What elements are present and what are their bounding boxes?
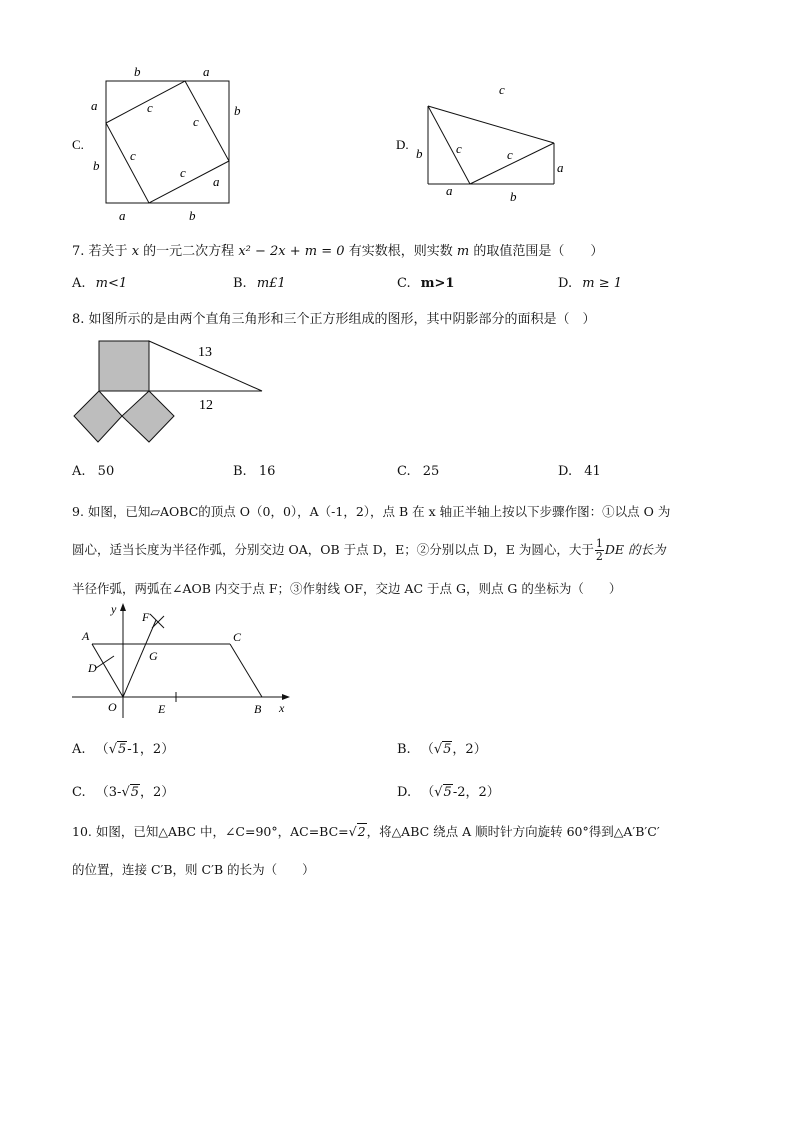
- q9-fig-G: G: [149, 649, 158, 663]
- q8-label-12: 12: [199, 398, 213, 413]
- q9-fig-x: x: [279, 701, 285, 715]
- figure-q8-svg: [70, 336, 270, 448]
- fig-d-label: D.: [396, 137, 409, 152]
- fig-c-bottom-b: b: [189, 208, 196, 223]
- q9-option-c-pre: （3-: [95, 785, 122, 800]
- q9-fraction: [595, 538, 604, 563]
- q9-line2-b: DE 的长为: [604, 542, 666, 557]
- q7-equation: x² − 2x + m = 0: [238, 244, 345, 259]
- q8-option-a-text: 50: [97, 464, 115, 479]
- q9-fig-D: D: [88, 661, 97, 675]
- q9-option-c-key: C.: [72, 785, 86, 800]
- q9-frac-den: 2: [595, 550, 603, 563]
- q9-option-a-rad: 5: [117, 742, 127, 757]
- q7-option-a[interactable]: [72, 276, 127, 291]
- q10-line1: [72, 822, 660, 840]
- fig-c-top-a: a: [203, 64, 210, 79]
- q9-option-b-rad: 5: [443, 742, 452, 757]
- q9-fig-C: C: [233, 630, 242, 644]
- q7-option-b-key: B.: [233, 276, 247, 291]
- q9-option-d-sqrt: √5: [434, 785, 452, 800]
- fig-d-left-b: b: [416, 146, 423, 161]
- q9-option-a[interactable]: [72, 738, 174, 757]
- fig-d-c2: c: [507, 147, 513, 162]
- figure-q9-svg: [68, 600, 298, 720]
- fig-c-label: C.: [72, 137, 84, 152]
- q8-stem: 8. 如图所示的是由两个直角三角形和三个正方形组成的图形，其中阴影部分的面积是（ ）: [72, 312, 596, 327]
- q7-option-b[interactable]: [233, 276, 286, 291]
- q8-option-d-key: D.: [558, 464, 573, 479]
- q9-line2-a: 圆心，适当长度为半径作弧，分别交边 OA，OB 于点 D，E；②分别以点 D，E 为圆心，大于: [72, 542, 594, 557]
- fig-c-left-b: b: [93, 158, 100, 173]
- fig-c-inner-c4: c: [180, 165, 186, 180]
- q9-option-b-pre: （: [420, 742, 434, 757]
- q9-option-a-pre: （: [95, 742, 109, 757]
- fig-c-top-b: b: [134, 64, 141, 79]
- q9-line2: [72, 538, 666, 563]
- q8-option-a[interactable]: [72, 464, 114, 479]
- q7-end: 的取值范围是（ ）: [473, 244, 604, 259]
- figure-d: [396, 80, 576, 214]
- q10-sqrt: √2: [348, 824, 366, 839]
- q7-option-d-text: m ≥ 1: [582, 276, 622, 291]
- q7-var-m: m: [456, 244, 470, 259]
- q8-option-d[interactable]: [558, 464, 601, 479]
- q9-option-a-post: -1，2）: [127, 742, 175, 757]
- fig-c-right-b: b: [234, 103, 241, 118]
- q7-mid: 的一元二次方程: [143, 244, 235, 259]
- figure-c: [72, 60, 242, 229]
- fig-c-inner-c2: c: [193, 114, 199, 129]
- q7-option-d[interactable]: [558, 276, 622, 291]
- fig-c-inner-c3: c: [130, 148, 136, 163]
- q8-option-d-text: 41: [584, 464, 601, 479]
- q7-option-c-text: m>1: [420, 276, 455, 291]
- q7-option-c-key: C.: [397, 276, 411, 291]
- q9-option-c-sqrt: √5: [121, 785, 140, 800]
- q9-option-b[interactable]: [397, 738, 487, 757]
- q9-option-d-rad: 5: [443, 785, 452, 800]
- q8-option-c[interactable]: [397, 464, 439, 479]
- fig-d-top-c: c: [499, 82, 505, 97]
- q7-stem: [72, 240, 603, 259]
- fig-d-c1: c: [456, 141, 462, 156]
- q9-option-d-pre: （: [421, 785, 435, 800]
- q9-option-c[interactable]: [72, 781, 174, 800]
- q9-fig-O: O: [108, 700, 117, 714]
- figure-c-svg: [72, 60, 242, 225]
- q8-option-b[interactable]: [233, 464, 275, 479]
- q8-option-b-text: 16: [258, 464, 276, 479]
- q10-line2: 的位置，连接 C′B，则 C′B 的长为（ ）: [72, 862, 315, 877]
- q9-fig-E: E: [158, 702, 166, 716]
- q7-option-d-key: D.: [558, 276, 573, 291]
- q8-option-a-key: A.: [72, 464, 86, 479]
- q7-option-c[interactable]: [397, 276, 454, 291]
- q9-option-c-post: ，2）: [140, 785, 175, 800]
- q10-rad: 2: [357, 824, 366, 839]
- q9-option-b-key: B.: [397, 742, 411, 757]
- q9-option-b-sqrt: √5: [433, 742, 452, 757]
- q7-option-a-text: m<1: [95, 276, 128, 291]
- q8-option-c-text: 25: [422, 464, 440, 479]
- q9-option-a-key: A.: [72, 742, 86, 757]
- q10-line1-a: 10. 如图，已知△ABC 中，∠C=90°，AC=BC=: [72, 824, 349, 839]
- q10-line1-b: ，将△ABC 绕点 A 顺时针方向旋转 60°得到△A′B′C′: [366, 824, 660, 839]
- fig-d-bottom-b: b: [510, 189, 517, 204]
- q9-frac-num: 1: [595, 537, 603, 550]
- fig-d-bottom-a: a: [446, 183, 453, 198]
- figure-q8: [70, 336, 270, 452]
- q9-option-a-sqrt: √5: [108, 742, 127, 757]
- fig-c-inner-c1: c: [147, 100, 153, 115]
- figure-q9: [68, 600, 298, 724]
- q9-option-d-post: -2，2）: [452, 785, 500, 800]
- q9-fig-F: F: [142, 610, 150, 624]
- figure-d-svg: [396, 80, 576, 210]
- fig-c-right-a: a: [213, 174, 220, 189]
- q9-option-d[interactable]: [397, 781, 500, 800]
- fig-c-bottom-a: a: [119, 208, 126, 223]
- fig-c-left-a: a: [91, 98, 98, 113]
- q9-option-d-key: D.: [397, 785, 412, 800]
- fig-d-right-a: a: [557, 160, 564, 175]
- q7-option-a-key: A.: [72, 276, 86, 291]
- q9-line3: 半径作弧，两弧在∠AOB 内交于点 F；③作射线 OF，交边 AC 于点 G，则点 G 的坐标为（ ）: [72, 581, 622, 596]
- q9-fig-y: y: [111, 602, 117, 616]
- q7-prefix: 7. 若关于: [72, 244, 128, 259]
- q7-suffix: 有实数根，则实数: [348, 244, 453, 259]
- q7-option-b-text: m£1: [256, 276, 286, 291]
- q9-fig-A: A: [82, 629, 90, 643]
- q7-var-x: x: [131, 244, 140, 259]
- q9-line1: 9. 如图，已知▱AOBC的顶点 O（0，0），A（-1，2），点 B 在 x 轴正半轴上按以下步骤作图：①以点 O 为: [72, 504, 671, 519]
- q9-fig-B: B: [254, 702, 262, 716]
- q8-label-13: 13: [198, 345, 212, 360]
- q9-option-b-post: ，2）: [452, 742, 487, 757]
- q8-option-c-key: C.: [397, 464, 411, 479]
- q8-option-b-key: B.: [233, 464, 247, 479]
- q9-option-c-rad: 5: [130, 785, 140, 800]
